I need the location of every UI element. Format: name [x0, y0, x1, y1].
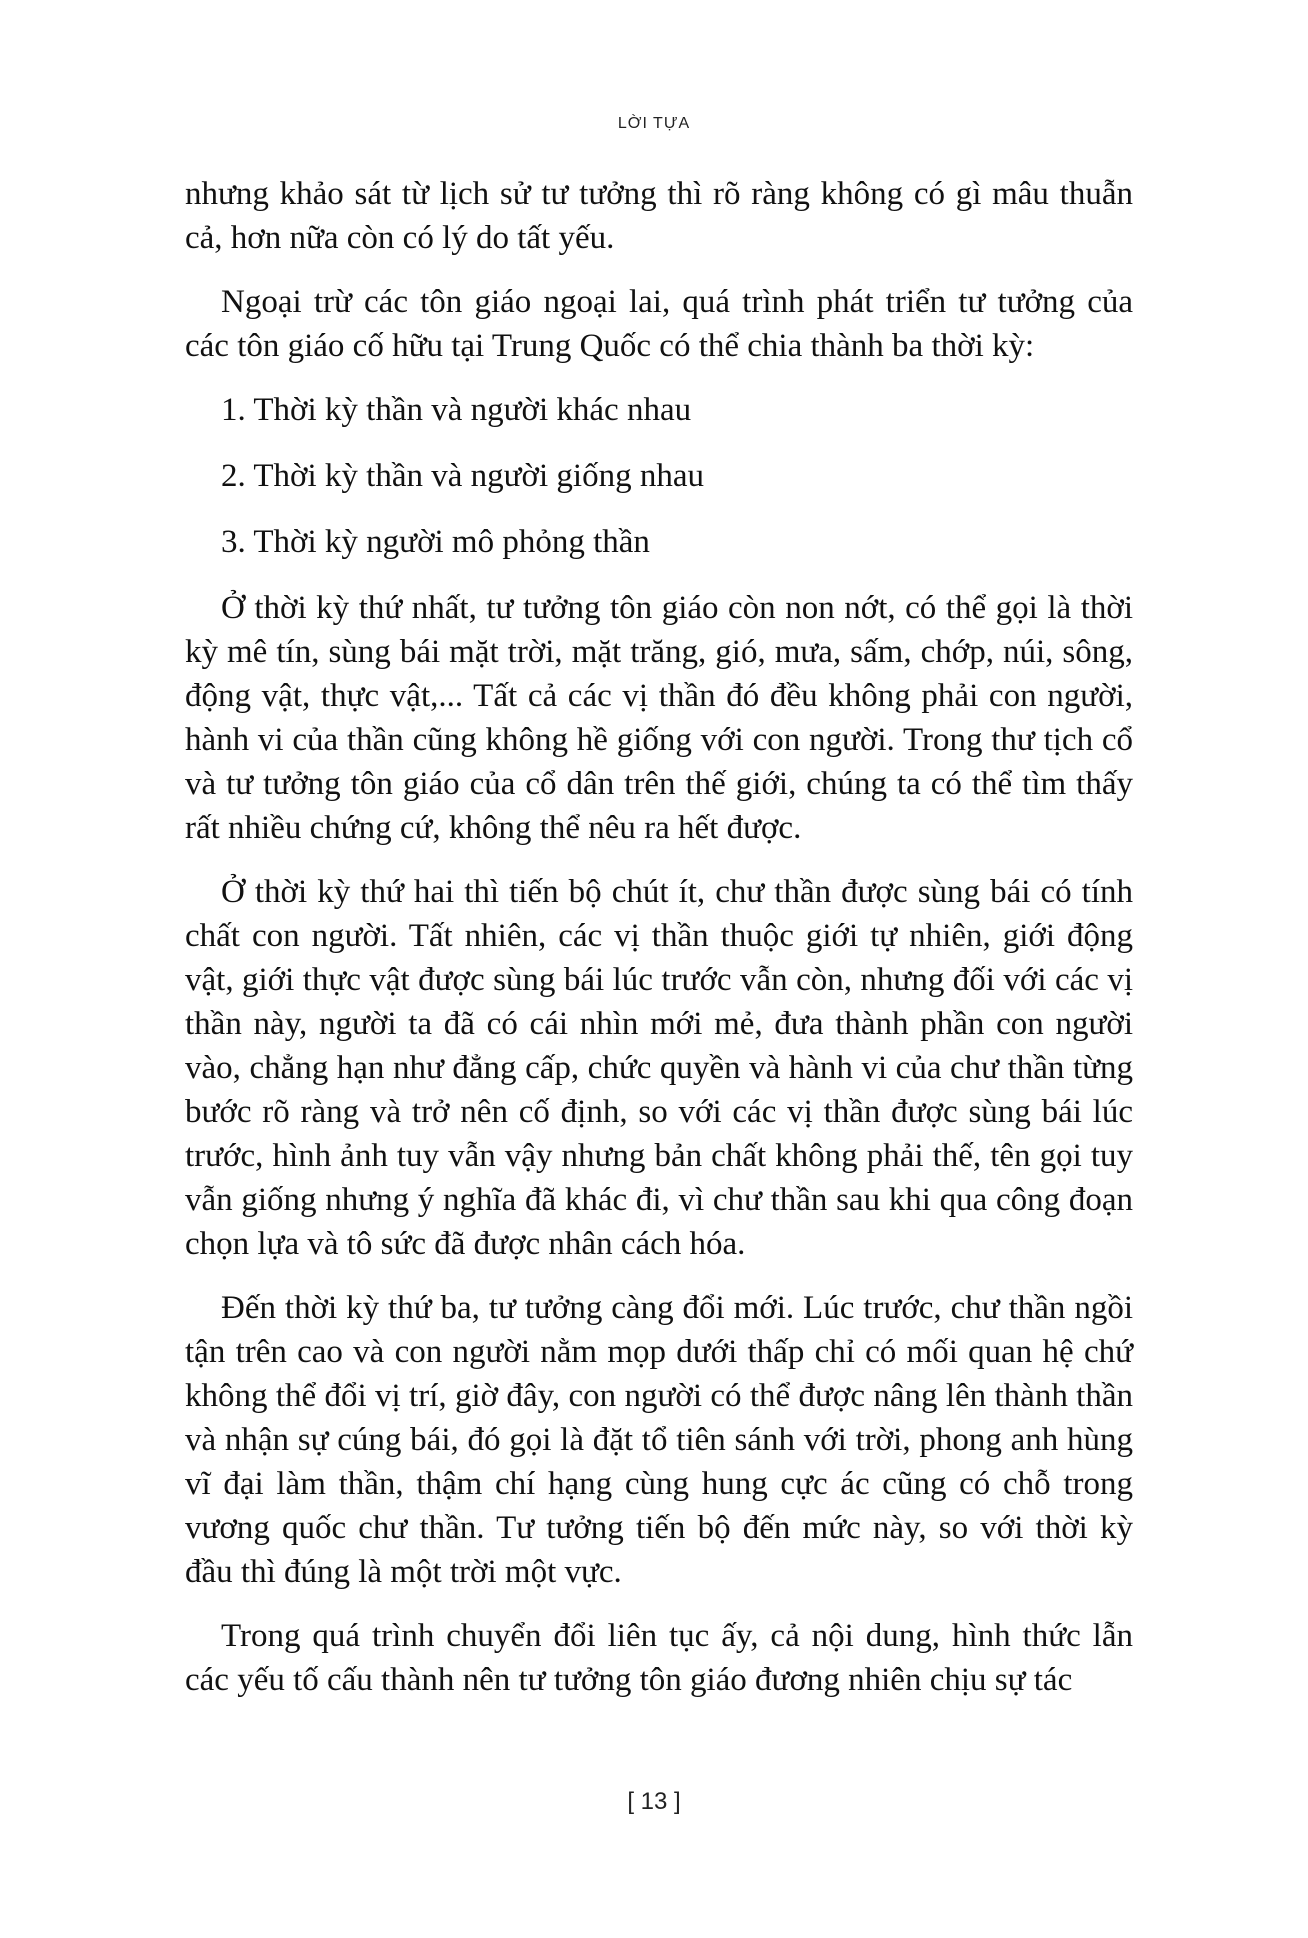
paragraph: Đến thời kỳ thứ ba, tư tưởng càng đổi mới. Lúc trước, chư thần ngồi tận trên cao và con người nằm mọp dưới thấp chỉ có mối quan hệ chứ không thể đổi vị trí, giờ đây, con người có thể được nâng lên thành thần và nhận sự cúng bái, đó gọi là đặt tổ tiên sánh với trời, phong anh hùng vĩ đại làm thần, thậm chí hạng cùng hung cực ác cũng có chỗ trong vương quốc chư thần. Tư tưởng tiến bộ đến mức này, so với thời kỳ đầu thì đúng là một trời một vực. [185, 1290, 1133, 1590]
list-item: 1. Thời kỳ thần và người khác nhau [221, 392, 692, 428]
paragraph: Ở thời kỳ thứ nhất, tư tưởng tôn giáo còn non nớt, có thể gọi là thời kỳ mê tín, sùng bái mặt trời, mặt trăng, gió, mưa, sấm, chớp, núi, sông, động vật, thực vật,... Tất cả các vị thần đó đều không phải con người, hành vi của thần cũng không hề giống với con người. Trong thư tịch cổ và tư tưởng tôn giáo của cổ dân trên thế giới, chúng ta có thể tìm thấy rất nhiều chứng cứ, không thể nêu ra hết được. [185, 590, 1133, 846]
paragraph: Trong quá trình chuyển đổi liên tục ấy, cả nội dung, hình thức lẫn các yếu tố cấu thành nên tư tưởng tôn giáo đương nhiên chịu sự tác [185, 1618, 1133, 1698]
paragraph: nhưng khảo sát từ lịch sử tư tưởng thì rõ ràng không có gì mâu thuẫn cả, hơn nữa còn có lý do tất yếu. [185, 176, 1133, 256]
page-number: [ 13 ] [627, 1788, 681, 1815]
running-header: LỜI TỰA [617, 115, 691, 132]
paragraph: Ngoại trừ các tôn giáo ngoại lai, quá trình phát triển tư tưởng của các tôn giáo cố hữu tại Trung Quốc có thể chia thành ba thời kỳ: [185, 284, 1133, 364]
list-item: 3. Thời kỳ người mô phỏng thần [221, 524, 650, 560]
list-item: 2. Thời kỳ thần và người giống nhau [221, 458, 704, 494]
paragraph: Ở thời kỳ thứ hai thì tiến bộ chút ít, chư thần được sùng bái có tính chất con người. Tất nhiên, các vị thần thuộc giới tự nhiên, giới động vật, giới thực vật được sùng bái lúc trước vẫn còn, nhưng đối với các vị thần này, người ta đã có cái nhìn mới mẻ, đưa thành phần con người vào, chẳng hạn như đẳng cấp, chức quyền và hành vi của chư thần từng bước rõ ràng và trở nên cố định, so với các vị thần được sùng bái lúc trước, hình ảnh tuy vẫn vậy nhưng bản chất không phải thế, tên gọi tuy vẫn giống nhưng ý nghĩa đã khác đi, vì chư thần sau khi qua công đoạn chọn lựa và tô sức đã được nhân cách hóa. [185, 874, 1133, 1262]
body-text [185, 172, 1133, 1722]
